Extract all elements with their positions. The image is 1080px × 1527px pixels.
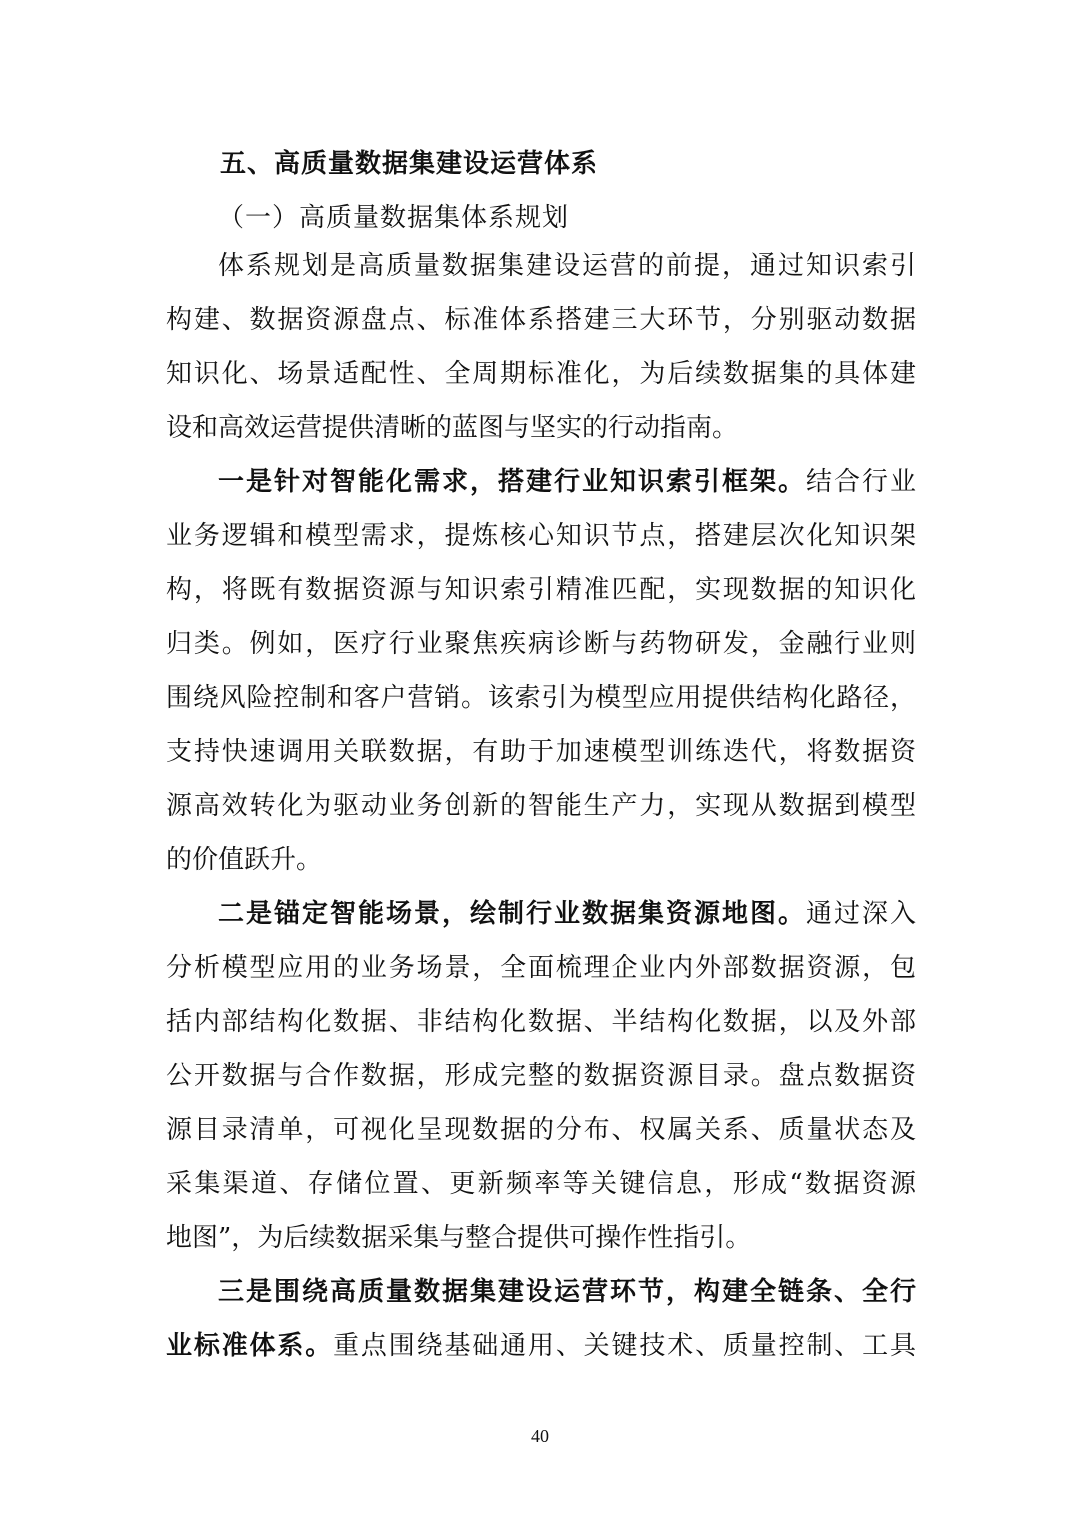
paragraph-line: 的价值跃升。 [166,845,323,875]
paragraph-line: 地图”，为后续数据采集与整合提供可操作性指引。 [166,1223,752,1253]
paragraph-line: 源高效转化为驱动业务创新的智能生产力，实现从数据到模型 [166,791,916,821]
paragraph-lead-bold: 二是锚定智能场景，绘制行业数据集资源地图。 [218,899,806,929]
paragraph-line: 括内部结构化数据、非结构化数据、半结构化数据，以及外部 [166,1007,916,1037]
paragraph-line: 构建、数据资源盘点、标准体系搭建三大环节，分别驱动数据 [166,305,916,335]
paragraph-lead-rest: 重点围绕基础通用、关键技术、质量控制、工具 [333,1331,916,1361]
paragraph-line: 业务逻辑和模型需求，提炼核心知识节点，搭建层次化知识架 [166,521,916,551]
paragraph-line: 公开数据与合作数据，形成完整的数据资源目录。盘点数据资 [166,1061,916,1091]
paragraph-line: 构，将既有数据资源与知识索引精准匹配，实现数据的知识化 [166,575,916,605]
paragraph-line: 知识化、场景适配性、全周期标准化，为后续数据集的具体建 [166,359,916,389]
paragraph-line: 体系规划是高质量数据集建设运营的前提，通过知识索引 [218,251,916,281]
paragraph-lead-rest: 结合行业 [805,467,916,497]
page-number: 40 [531,1426,549,1446]
paragraph-line: 源目录清单，可视化呈现数据的分布、权属关系、质量状态及 [166,1115,916,1145]
paragraph-lead-line [218,460,916,504]
paragraph-line: 归类。例如，医疗行业聚焦疾病诊断与药物研发，金融行业则 [166,629,916,659]
paragraph-lead-line [166,1324,916,1368]
paragraph-lead-bold: 一是针对智能化需求，搭建行业知识索引框架。 [218,467,806,497]
subsection-heading: （一）高质量数据集体系规划 [218,203,570,233]
paragraph-line: 支持快速调用关联数据，有助于加速模型训练迭代，将数据资 [166,737,916,767]
paragraph-line: 采集渠道、存储位置、更新频率等关键信息，形成“数据资源 [166,1169,916,1199]
paragraph-lead-line [218,892,916,936]
paragraph-line: 围绕风险控制和客户营销。该索引为模型应用提供结构化路径， [166,683,916,713]
paragraph-line: 分析模型应用的业务场景，全面梳理企业内外部数据资源，包 [166,953,916,983]
section-heading: 五、高质量数据集建设运营体系 [220,149,599,179]
paragraph-lead-bold: 业标准体系。 [166,1331,334,1361]
paragraph-line: 设和高效运营提供清晰的蓝图与坚实的行动指南。 [166,413,739,443]
paragraph-lead-rest: 通过深入 [805,899,916,929]
paragraph-lead-bold: 三是围绕高质量数据集建设运营环节，构建全链条、全行 [218,1277,916,1307]
